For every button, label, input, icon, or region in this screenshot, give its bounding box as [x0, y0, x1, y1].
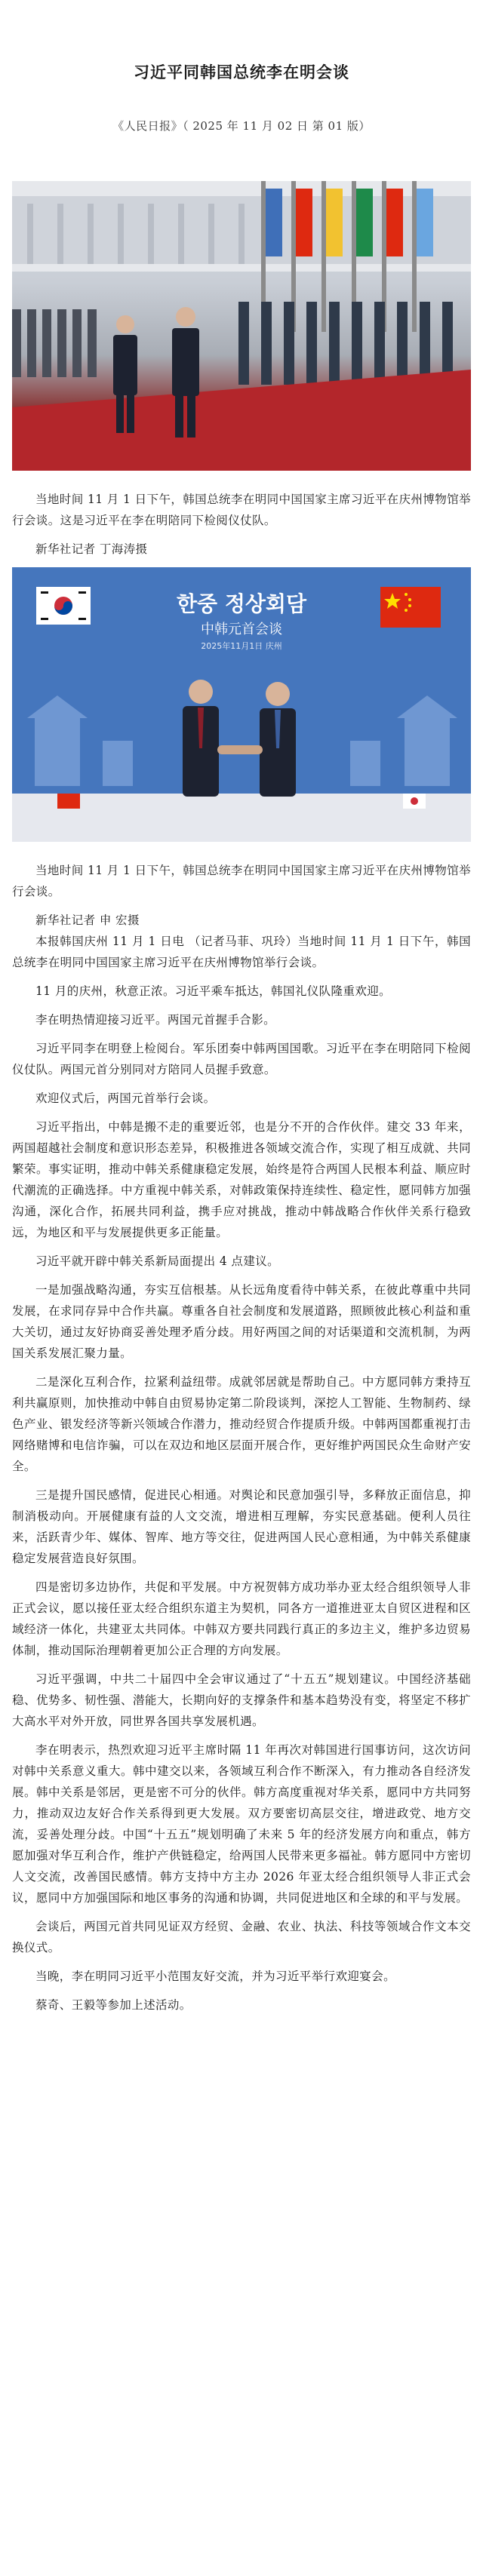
article-paragraph: 习近平同李在明登上检阅台。军乐团奏中韩两国国歌。习近平在李在明陪同下检阅仪仗队。两国元首分别同对方陪同人员握手致意。 [12, 1042, 471, 1076]
article-paragraph: 三是提升国民感情，促进民心相通。对舆论和民意加强引导，多释放正面信息，抑制消极动向。开展健康有益的人文交流，增进相互理解，夯实民意基础。便利人员往来，活跃青少年、媒体、智库、地方等交往，促进两国人民心意相通，为中韩关系健康稳定发展营造良好氛围。 [12, 1488, 471, 1565]
article-paragraph: 会谈后，两国元首共同见证双方经贸、金融、农业、执法、科技等领域合作文本交换仪式。 [12, 1920, 471, 1954]
article-paragraph: 蔡奇、王毅等参加上述活动。 [35, 1998, 192, 2012]
article-paragraph: 习近平就开辟中韩关系新局面提出 4 点建议。 [35, 1254, 280, 1268]
article-paragraph: 四是密切多边协作，共促和平发展。中方祝贺韩方成功举办亚太经合组织领导人非正式会议，愿以接任亚太经合组织东道主为契机，同各方一道推进亚太自贸区进程和区域经济一体化，共建亚太共同体。中韩双方要共同践行真正的多边主义，维护多边贸易体制，推动国际治理朝着更加公正合理的方向发展。 [12, 1580, 471, 1657]
photo-honor-guard [12, 181, 471, 471]
banner-korean: 한중 정상회담 [176, 591, 307, 616]
photo2-caption: 当地时间 11 月 1 日下午，韩国总统李在明同中国国家主席习近平在庆州博物馆举行会谈。 [12, 864, 471, 898]
china-flag [380, 587, 441, 628]
photo1-caption: 当地时间 11 月 1 日下午，韩国总统李在明同中国国家主席习近平在庆州博物馆举行会谈。这是习近平在李在明陪同下检阅仪仗队。 [12, 493, 471, 527]
article-source: 《人民日报》（ 2025 年 11 月 02 日 第 01 版） [112, 119, 371, 133]
photo2-credit: 新华社记者 申 宏摄 [35, 913, 140, 927]
article-paragraph: 李在明表示，热烈欢迎习近平主席时隔 11 年再次对韩国进行国事访问，这次访问对韩中关系意义重大。韩中建交以来，各领域互利合作不断深入，有力推动各自经济发展。韩中关系是邻居，更是密不可分的伙伴。韩方高度重视对华关系，愿同中方共同努力，推动双边友好合作关系得到更大发展。双方要密切高层交往，增进政党、地方交流，妥善处理分歧。中国“十五五”规划明确了未来 5 年的经济发展方向和重点，韩方愿加强对华互利合作，维护产供链稳定，给两国人民带来更多福祉。韩方愿同中方密切人文交流，改善国民感情。韩方支持中方主办 2026 年亚太经合组织领导人非正式会议，愿同中方加强国际和地区事务的沟通和协调，共同促进地区和全球的和平与发展。 [12, 1743, 471, 1905]
banner-date: 2025年11月1日 庆州 [201, 641, 282, 651]
article-paragraph: 二是深化互利合作，拉紧利益纽带。成就邻居就是帮助自己。中方愿同韩方秉持互利共赢原则，加快推动中韩自由贸易协定第二阶段谈判，深挖人工智能、生物制药、绿色产业、银发经济等新兴领域合作潜力，推动经贸合作提质升级。中韩两国都重视打击网络赌博和电信诈骗，可以在双边和地区层面开展合作，更好维护两国民众生命财产安全。 [12, 1375, 471, 1473]
photo-handshake [12, 567, 471, 842]
article-body [12, 931, 471, 2016]
article-paragraph: 欢迎仪式后，两国元首举行会谈。 [35, 1091, 216, 1105]
banner-chinese: 中韩元首会谈 [201, 622, 282, 637]
article-title: 习近平同韩国总统李在明会谈 [134, 63, 349, 81]
article-paragraph: 一是加强战略沟通，夯实互信根基。从长远角度看待中韩关系，在彼此尊重中共同发展，在求同存异中合作共赢。尊重各自社会制度和发展道路，照顾彼此核心利益和重大关切，通过友好协商妥善处理矛盾分歧。用好两国之间的对话渠道和交流机制，为两国关系发展汇聚力量。 [12, 1283, 471, 1360]
photo-handshake-illustration [12, 567, 471, 842]
article-paragraph: 习近平指出，中韩是搬不走的重要近邻，也是分不开的合作伙伴。建交 33 年来，两国超越社会制度和意识形态差异，积极推进各领域交流合作，实现了相互成就、共同繁荣。事实证明，推动中韩关系健康稳定发展，始终是符合两国人民根本利益、顺应时代潮流的正确选择。中方重视中韩关系，对韩政策保持连续性、稳定性，愿同韩方加强沟通，深化合作，拓展共同利益，携手应对挑战，推动中韩战略合作伙伴关系行稳致远，为地区和平与发展提供更多正能量。 [12, 1120, 471, 1239]
article-paragraph: 当晚，李在明同习近平小范围友好交流，并为习近平举行欢迎宴会。 [35, 1970, 396, 1983]
article-paragraph: 习近平强调，中共二十届四中全会审议通过了“十五五”规划建议。中国经济基础稳、优势多、韧性强、潜能大，长期向好的支撑条件和基本趋势没有变，将坚定不移扩大高水平对外开放，同世界各国共享发展机遇。 [12, 1672, 471, 1728]
article-paragraph: 11 月的庆州，秋意正浓。习近平乘车抵达，韩国礼仪队隆重欢迎。 [35, 984, 392, 998]
article-paragraph: 本报韩国庆州 11 月 1 日电 （记者马菲、巩玲）当地时间 11 月 1 日下午，韩国总统李在明同中国国家主席习近平在庆州博物馆举行会谈。 [12, 935, 471, 969]
photo-honor-guard-illustration [12, 181, 471, 471]
photo1-credit: 新华社记者 丁海涛摄 [35, 542, 148, 556]
korea-flag [36, 587, 91, 625]
article-paragraph: 李在明热情迎接习近平。两国元首握手合影。 [35, 1013, 276, 1027]
